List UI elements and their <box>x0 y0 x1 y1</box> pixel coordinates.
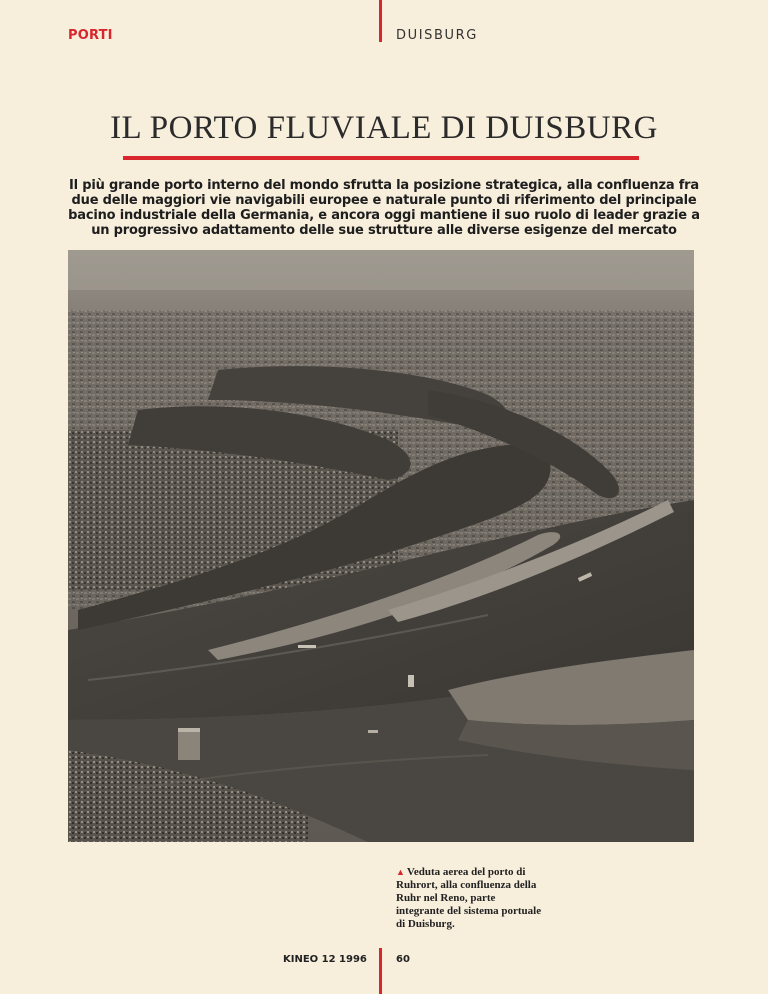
article-title: IL PORTO FLUVIALE DI DUISBURG <box>110 110 658 146</box>
caption-text: Veduta aerea del porto di Ruhrort, alla confluenza della Ruhr nel Reno, parte integrante del sistema portuale di Duisburg. <box>396 866 542 930</box>
top-divider-rule <box>379 0 382 42</box>
page-number: 60 <box>396 954 410 965</box>
bottom-divider-rule <box>379 948 382 994</box>
photo-caption <box>396 866 546 931</box>
title-underline <box>123 156 639 160</box>
publication-label: KINEO 12 1996 <box>283 954 367 965</box>
article-deck: Il più grande porto interno del mondo sfrutta la posizione strategica, alla confluenza fra due delle maggiori vie navigabili europee e naturale punto di riferimento del principale bacino industriale della Germania, e ancora oggi mantiene il suo ruolo di leader grazie a un progressivo adattamento delle sue strutture alle diverse esigenze del mercato <box>68 178 700 238</box>
aerial-photo <box>68 250 694 842</box>
section-label: PORTI <box>68 28 113 43</box>
topic-label: DUISBURG <box>396 28 478 43</box>
caption-triangle-icon: ▲ <box>396 867 405 877</box>
